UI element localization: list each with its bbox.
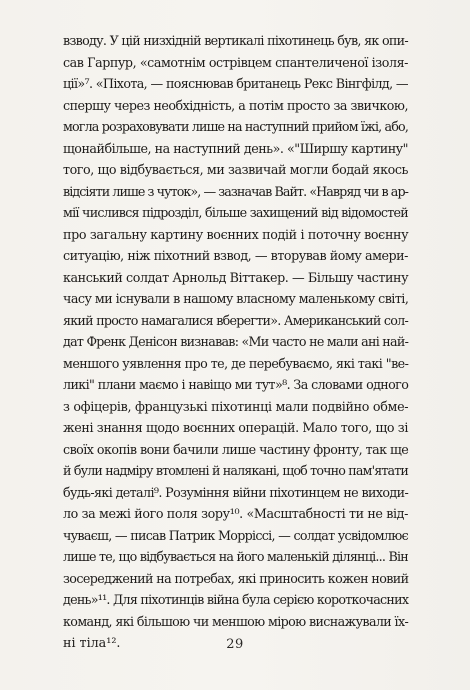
- text-line: спершу через необхідність, а потім просто за звичкою,: [63, 97, 408, 113]
- text-line: з офіцерів, французькі піхотинці мали подвійно обме-: [63, 398, 409, 414]
- text-line: того, що відбувається, ми зазвичай могли бодай якось: [63, 162, 408, 177]
- text-line: канський солдат Арнольд Віттакер. — Більшу частину: [63, 269, 409, 285]
- text-line: ликі" плани маємо і навіщо ми тут»⁸. За словами одного: [63, 377, 409, 392]
- text-line: жені знання щодо воєнних операцій. Мало того, що зі: [63, 420, 408, 435]
- text-line: ситуацію, ніж піхотний взвод, — вторував йому амери-: [63, 248, 408, 263]
- text-line: меншого уявлення про те, де перебуваємо, які такі "ве-: [63, 355, 409, 371]
- text-line-last: ні тіла¹².: [63, 635, 121, 650]
- text-line: й були надміру втомлені й налякані, щоб точно пам'ятати: [63, 463, 408, 478]
- text-line: часу ми існували в нашому власному маленькому світі,: [63, 291, 409, 306]
- text-line: лише те, що відбувається на його маленькій ділянці... Він: [63, 549, 408, 564]
- text-line: щонайбільше, на наступний день». «"Ширшу картину": [63, 140, 408, 156]
- text-line: ло за межі його поля зору¹⁰. «Масштабності ти не від-: [63, 506, 408, 521]
- text-line: дат Френк Денісон визнавав: «Ми часто не мали ані най-: [63, 334, 409, 349]
- text-line: зосереджений на потребах, які приносить кожен новий: [63, 570, 409, 586]
- text-line: про загальну картину воєнних подій і поточну воєнну: [63, 226, 409, 242]
- text-line: своїх окопів вони бачили лише частину фронту, так ще: [63, 441, 409, 457]
- text-line: який просто намагалися вберегти». Американський сол-: [63, 312, 408, 328]
- text-line: чуваєш, — писав Патрик Морріссі, — солдат усвідомлює: [63, 527, 408, 543]
- text-line: взводу. У цій низхідній вертикалі піхотинець був, як опи-: [63, 33, 408, 48]
- text-line: сав Гарпур, «самотнім острівцем спантеличеної ізоля-: [63, 54, 408, 70]
- text-line: відсіяти лише з чуток», — зазначав Вайт. «Навряд чи в ар-: [63, 183, 408, 199]
- text-line: мії числився підрозділ, більше захищений від відомостей: [63, 205, 408, 220]
- text-line: могла розраховувати лише на наступний прийом їжі, або,: [63, 119, 408, 134]
- text-line: команд, які більшою чи меншою мірою виснажували їх-: [63, 613, 409, 629]
- text-line: ції»⁷. «Піхота, — пояснював британець Рекс Вінгфілд, —: [63, 76, 408, 91]
- page-number: 29: [226, 637, 244, 652]
- text-line: будь-які деталі⁹. Розуміння війни піхотинцем не виходи-: [63, 484, 409, 500]
- body-text: [63, 30, 408, 654]
- text-line: день»¹¹. Для піхотинців війна була серією короткочасних: [63, 592, 409, 607]
